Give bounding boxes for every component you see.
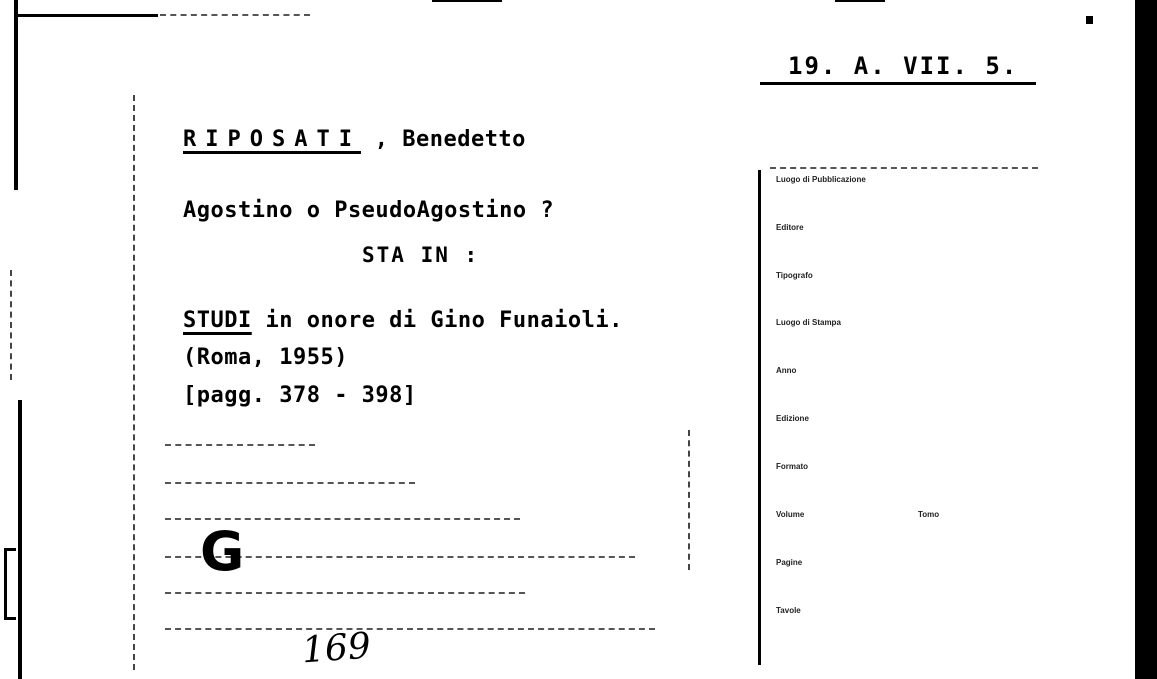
form-field-label: Anno [776, 366, 797, 375]
blank-line-5 [165, 592, 525, 594]
article-title: Agostino o PseudoAgostino ? [183, 198, 555, 223]
author-given-name: Benedetto [402, 127, 526, 152]
place-year: (Roma, 1955) [183, 345, 348, 370]
author-separator: , [360, 127, 403, 152]
shelfmark-underline [760, 82, 1036, 85]
shelfmark: 19. A. VII. 5. [788, 52, 1019, 80]
form-field-label: Pagine [776, 558, 803, 567]
source-keyword: STUDI [183, 308, 252, 333]
handwritten-number: 169 [300, 625, 373, 672]
source-title [183, 308, 623, 333]
source-title-rest: in onore di Gino Funaioli. [251, 308, 623, 333]
form-field-label: Edizione [776, 414, 809, 423]
blank-line-6 [165, 628, 655, 630]
left-bracket-top [4, 548, 16, 551]
text-margin-line [133, 95, 135, 670]
form-field-label: Tipografo [776, 271, 813, 280]
classification-stamp: G [200, 520, 245, 583]
form-field-label: Formato [776, 462, 808, 471]
form-field-label: Luogo di Pubblicazione [776, 175, 866, 184]
form-field-label: Luogo di Stampa [776, 318, 841, 327]
blank-line-1 [165, 444, 315, 446]
author-surname: RIPOSATI [183, 127, 361, 152]
form-top-dash [770, 167, 1038, 169]
left-bracket [4, 548, 7, 620]
scan-edge-bar [1135, 0, 1157, 679]
form-field-label: Volume [776, 510, 805, 519]
form-field-label: Tavole [776, 606, 801, 615]
page-range: [pagg. 378 - 398] [183, 383, 417, 408]
corner-dot [1086, 16, 1093, 24]
form-left-rule [758, 170, 761, 665]
top-edge-mark-right [835, 0, 885, 2]
top-edge-dash [160, 14, 310, 16]
blank-line-2 [165, 482, 415, 484]
right-text-margin [688, 430, 690, 570]
left-edge-rule-lower [18, 400, 22, 679]
top-edge-mark [432, 0, 502, 2]
form-field-label: Editore [776, 223, 804, 232]
left-edge-rule [14, 0, 18, 190]
author-heading [183, 127, 526, 152]
form-field-label: Tomo [918, 510, 940, 519]
sta-in-label: STA IN : [362, 243, 480, 267]
top-edge-rule [18, 14, 158, 17]
left-bracket-bottom [4, 617, 16, 620]
left-edge-dashes [10, 270, 12, 380]
